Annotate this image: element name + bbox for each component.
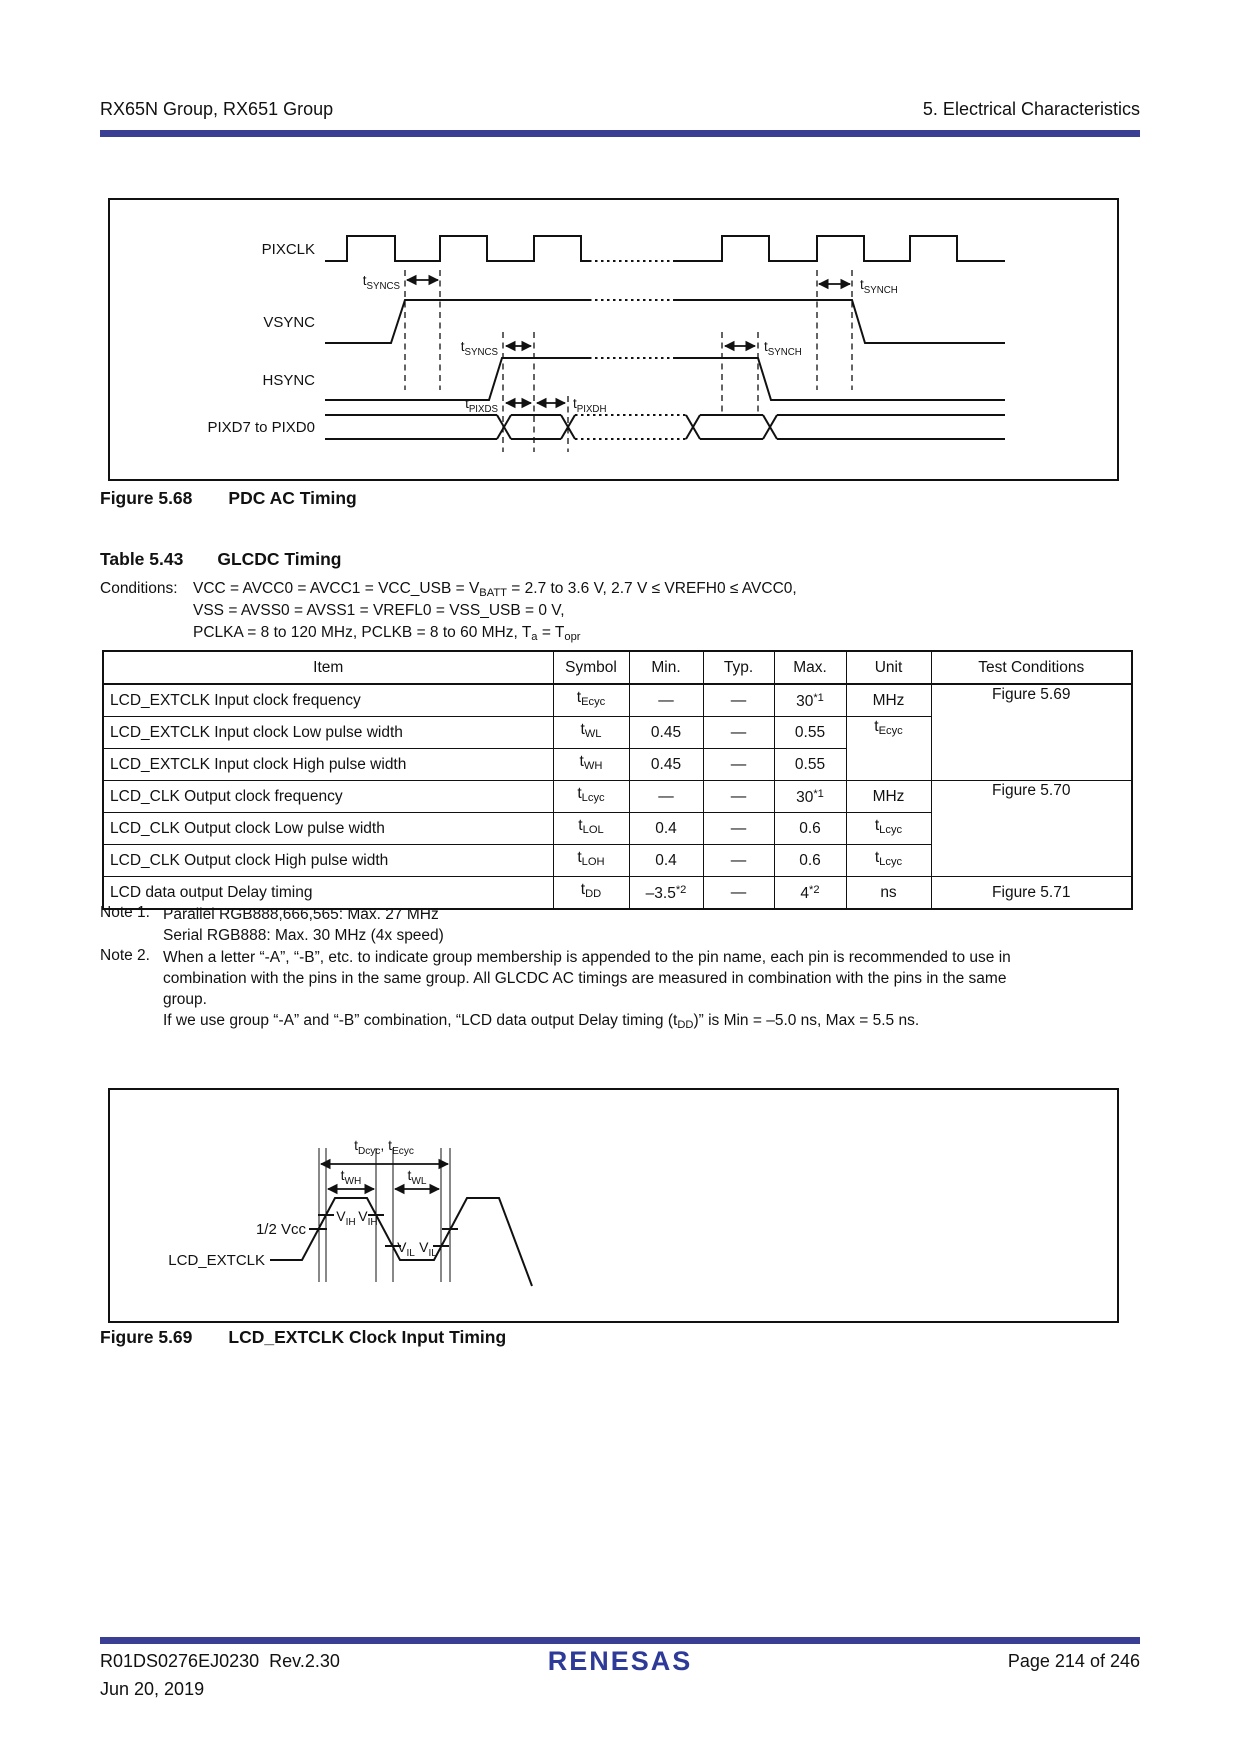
note-1-line: Serial RGB888: Max. 30 MHz (4x speed) [163,927,444,944]
conditions-line-1: VCC = AVCC0 = AVCC1 = VCC_USB = $V_{BATT} = 2.7$ to 3.6 V, 2.7 V ≤ VREFH0 ≤ AVCC0, [193,580,797,600]
cell-item: LCD_EXTCLK Input clock Low pulse width [103,717,553,749]
cell-typ: — [703,781,774,813]
header-right-title: 5. Electrical Characteristics [922,99,1140,119]
cell-symbol: $t_{WH}$ [553,749,629,781]
conditions-line-3: PCLKA = 8 to 120 MHz, PCLKB = 8 to 60 MHz, $T_a = T_{opr}$ [193,624,581,644]
vih-label-2: $V_{IH}$ [358,1208,378,1228]
cell-typ: — [703,684,774,717]
table-row [103,684,1132,717]
note-2-line: group. [163,991,207,1008]
cell-item: LCD_CLK Output clock Low pulse width [103,813,553,845]
note-2-label: Note 2. [100,947,150,964]
col-header-unit: Unit [846,651,931,684]
cell-symbol: $t_{WL}$ [553,717,629,749]
col-header-item: Item [103,651,553,684]
figure-5-68-caption [100,488,357,509]
tpixds-label: $t_{PIXDS}$ [465,396,498,415]
col-header-max: Max. [774,651,846,684]
tdcyc-tecyc-label: $t_{Dcyc}$, $t_{Ecyc}$ [354,1137,414,1157]
hsync-label: HSYNC [262,372,315,389]
col-header-min: Min. [629,651,703,684]
note-2-line: When a letter “-A”, “-B”, etc. to indicate group membership is appended to the pin name, each pin is recommended to use in [163,949,1011,966]
note-1-label: Note 1. [100,904,150,921]
figure-5-69-caption [100,1327,506,1348]
figure-caption-label: Figure 5.68 [100,488,193,508]
cell-unit: $t_{Lcyc}$ [846,813,931,845]
cell-min: 0.4 [629,845,703,877]
cell-symbol: $t_{DD}$ [553,877,629,910]
vil-label-1: $V_{IL}$ [397,1239,415,1259]
header-rule [100,130,1140,137]
tsyncs-label-1: $t_{SYNCS}$ [362,273,400,292]
renesas-logo: RENESAS [547,1646,693,1676]
tpixdh-label: $t_{PIXDH}$ [573,396,607,415]
vil-label-2: $V_{IL}$ [419,1239,437,1259]
footer-date: Jun 20, 2019 [100,1679,205,1699]
table-5-43-heading [100,549,341,570]
tsynch-label-2: $t_{SYNCH}$ [764,339,802,358]
cell-item: LCD_CLK Output clock frequency [103,781,553,813]
cell-symbol: $t_{LOL}$ [553,813,629,845]
cell-max: 0.6 [774,813,846,845]
cell-item: LCD_EXTCLK Input clock High pulse width [103,749,553,781]
cell-symbol: $t_{Ecyc}$ [553,684,629,717]
hsync-signal [325,358,1005,400]
lcd-extclk-label: LCD_EXTCLK [168,1252,265,1269]
cell-typ: — [703,877,774,910]
table-title: GLCDC Timing [217,549,342,569]
note-2-line: combination with the pins in the same group. All GLCDC AC timings are measured in combination with the pins in the same [163,970,1007,987]
cell-unit: MHz [846,781,931,813]
col-header-test-conditions: Test Conditions [931,651,1132,684]
doc-rev: Rev.2.30 [269,1651,340,1671]
col-header-symbol: Symbol [553,651,629,684]
footer-page-indicator: Page 214 of 246 [1007,1651,1140,1671]
twh-label: $t_{WH}$ [340,1167,362,1187]
figure-caption-title: PDC AC Timing [228,488,357,508]
x-crossover [497,415,777,439]
dashed-guides [405,270,852,452]
cell-max: 0.55 [774,749,846,781]
glcdc-timing-table [102,650,1133,910]
cell-max: 0.6 [774,845,846,877]
doc-id: R01DS0276EJ0230 [100,1651,260,1671]
figure-caption-label: Figure 5.69 [100,1327,193,1347]
cell-min: 0.45 [629,749,703,781]
pdc-ac-timing-diagram [110,200,1117,479]
cell-min: 0.4 [629,813,703,845]
cell-unit: $t_{Lcyc}$ [846,845,931,877]
vsync-label: VSYNC [263,314,315,331]
cell-min: 0.45 [629,717,703,749]
cell-unit: $t_{Ecyc}$ [846,717,931,781]
footer-doc-id [100,1651,340,1672]
lcd-extclk-timing-diagram [110,1090,1117,1321]
cell-test-conditions: Figure 5.71 [931,877,1132,910]
cell-typ: — [703,717,774,749]
cell-max: 30$^{*1}$ [774,684,846,717]
figure-5-68-box [108,198,1119,481]
cell-typ: — [703,845,774,877]
cell-typ: — [703,749,774,781]
twl-label: $t_{WL}$ [407,1167,427,1187]
conditions-label: Conditions: [100,580,178,597]
cell-unit: MHz [846,684,931,717]
cell-max: 0.55 [774,717,846,749]
col-header-typ: Typ. [703,651,774,684]
pixclk-signal [325,236,1005,261]
vih-label-1: $V_{IH}$ [336,1208,356,1228]
cell-min: — [629,684,703,717]
note-2-line: If we use group “-A” and “-B” combination, “LCD data output Delay timing $(t_{DD})$” is Min = –5.0 ns, Max = 5.5 ns. [163,1012,920,1032]
cell-test-conditions: Figure 5.69 [931,684,1132,781]
pixd-label: PIXD7 to PIXD0 [207,419,315,436]
pixd-bus-signal [325,415,1005,439]
cell-test-conditions: Figure 5.70 [931,781,1132,877]
table-label: Table 5.43 [100,549,184,569]
cell-typ: — [703,813,774,845]
cell-max: 30$^{*1}$ [774,781,846,813]
tsynch-label-1: $t_{SYNCH}$ [860,277,898,296]
cell-min: — [629,781,703,813]
figure-caption-title: LCD_EXTCLK Clock Input Timing [228,1327,507,1347]
note-1-line: Parallel RGB888,666,565: Max. 27 MHz [163,906,439,923]
table-row [103,781,1132,813]
conditions-line-2: VSS = AVSS0 = AVSS1 = VREFL0 = VSS_USB = 0 V, [193,602,565,619]
timing-arrows [407,280,850,403]
tsyncs-label-2: $t_{SYNCS}$ [460,339,498,358]
vsync-signal [325,300,1005,343]
cell-symbol: $t_{Lcyc}$ [553,781,629,813]
header-left-title: RX65N Group, RX651 Group [100,99,334,119]
cell-symbol: $t_{LOH}$ [553,845,629,877]
cell-max: 4$^{*2}$ [774,877,846,910]
cell-item: LCD_CLK Output clock High pulse width [103,845,553,877]
figure-5-69-box [108,1088,1119,1323]
cell-item: LCD_EXTCLK Input clock frequency [103,684,553,717]
cell-item: LCD data output Delay timing [103,877,553,910]
pixclk-label: PIXCLK [261,241,315,258]
table-header-row [103,651,1132,684]
cell-min: –3.5$^{*2}$ [629,877,703,910]
footer-rule [100,1637,1140,1644]
half-vcc-label: 1/2 Vcc [255,1221,306,1238]
cell-unit: ns [846,877,931,910]
